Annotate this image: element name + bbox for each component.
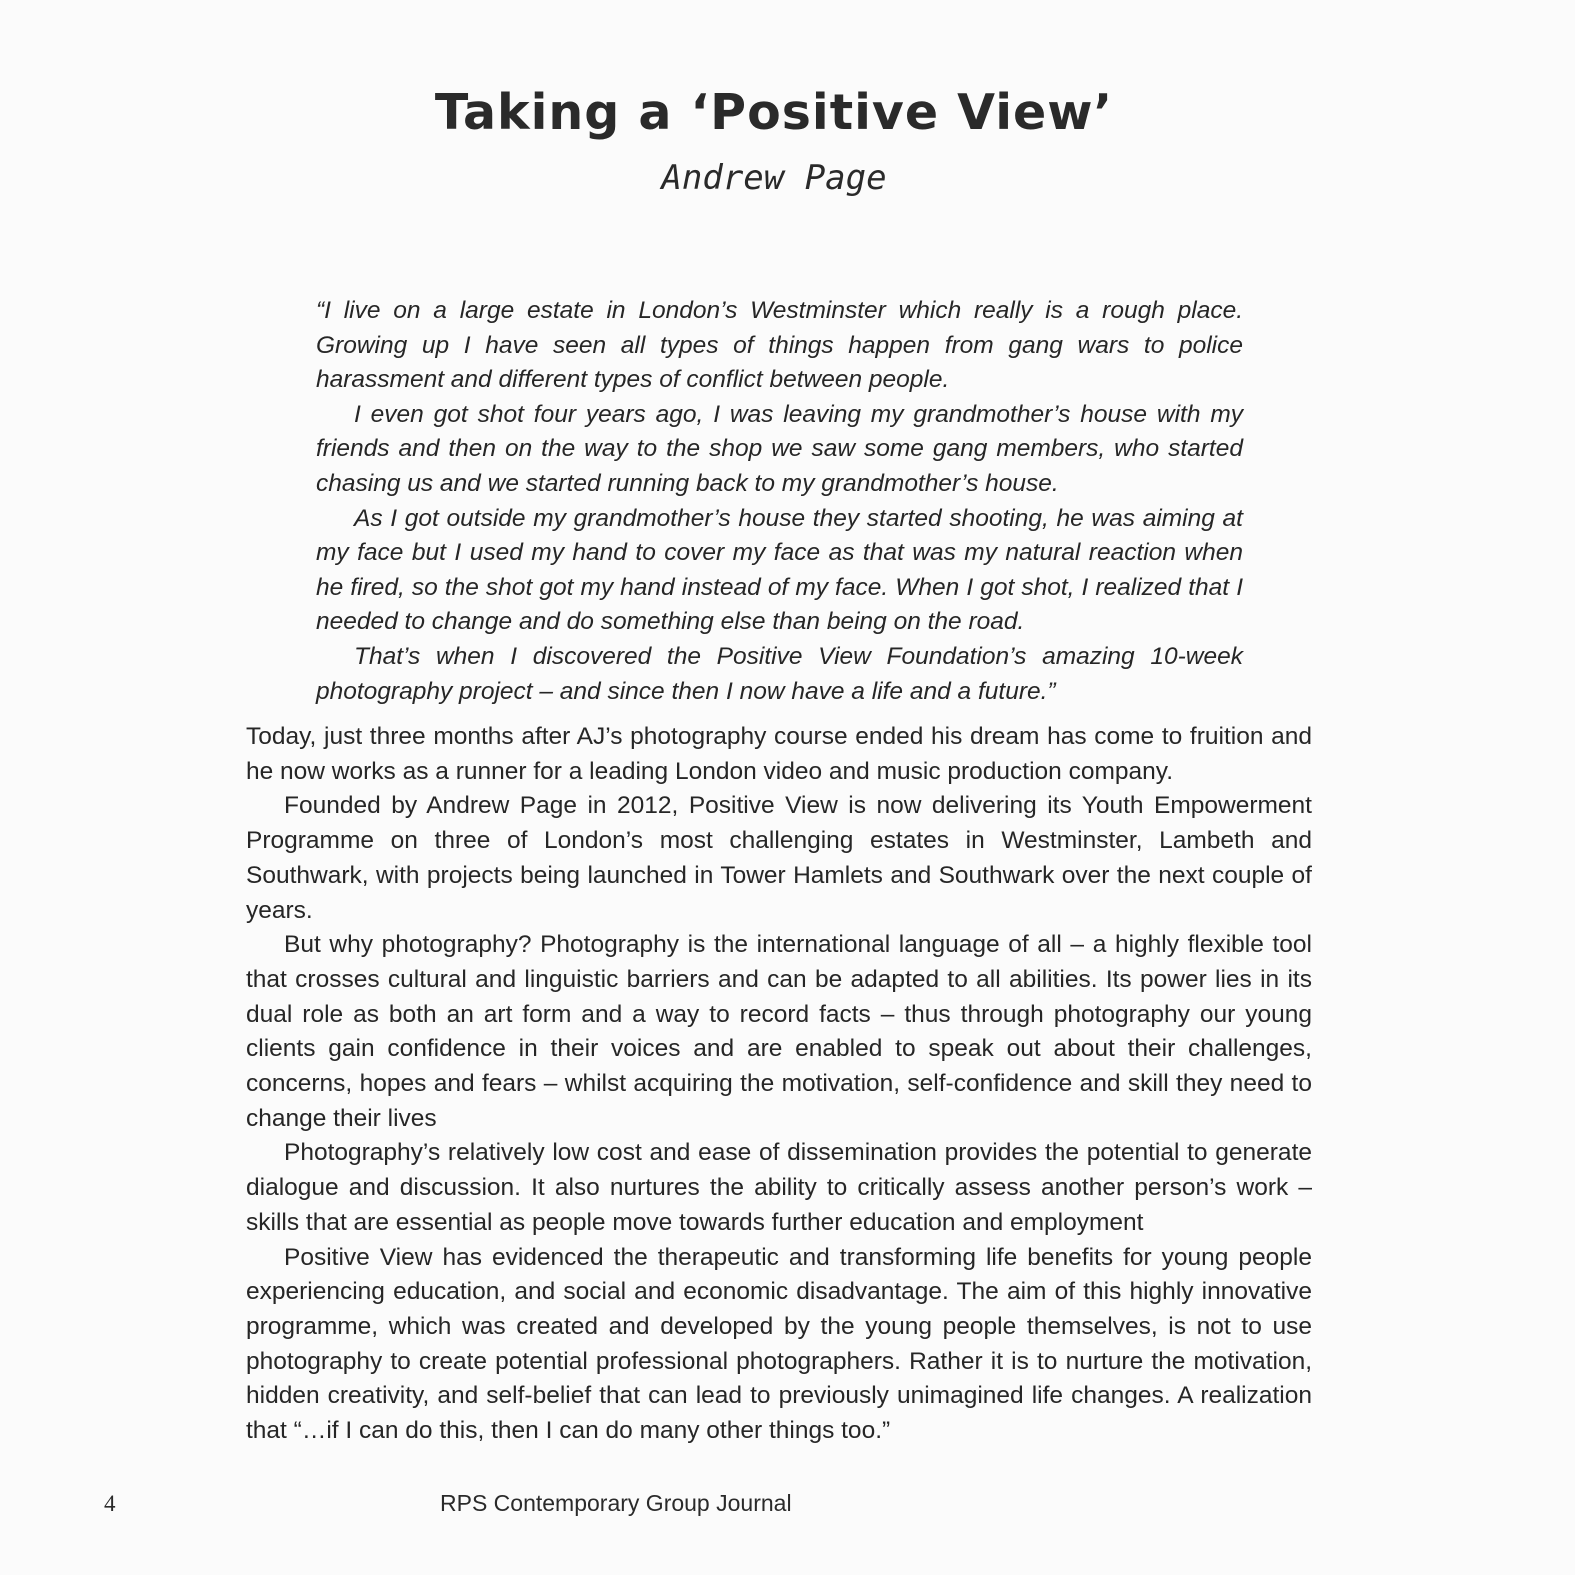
article-title: Taking a ‘Positive View’ (434, 84, 1114, 141)
journal-name: RPS Contemporary Group Journal (440, 1490, 792, 1516)
quote-paragraph: “I live on a large estate in London’s Westminster which really is a rough place. Growing up I have seen all types of things happen from gang wars to police harassment and different types of conflict between people. (316, 297, 1243, 394)
body-paragraph: Today, just three months after AJ’s photography course ended his dream has come to fruition and he now works as a runner for a leading London video and music production company. (246, 723, 1312, 785)
page-number: 4 (104, 1491, 116, 1516)
quote-paragraph: That’s when I discovered the Positive View Foundation’s amazing 10-week photography project – and since then I now have a life and a future.” (316, 642, 1243, 705)
quote-paragraph: I even got shot four years ago, I was leaving my grandmother’s house with my friends and then on the way to the shop we saw some gang members, who started chasing us and we started running back to my grandmother’s house. (316, 400, 1243, 497)
article-author: Andrew Page (661, 158, 887, 198)
quote-paragraph: As I got outside my grandmother’s house they started shooting, he was aiming at my face but I used my hand to cover my face as that was my natural reaction when he fired, so the shot got my hand instead of my face. When I got shot, I realized that I needed to change and do something else than being on the road. (316, 504, 1243, 636)
body-paragraph: But why photography? Photography is the international language of all – a highly flexible tool that crosses cultural and linguistic barriers and can be adapted to all abilities. Its power lies in its dual role as both an art form and a way to record facts – thus through photography our young clients gain confidence in their voices and are enabled to speak out about their challenges, concerns, hopes and fears – whilst acquiring the motivation, self-confidence and skill they need to change their lives (246, 931, 1312, 1132)
testimonial-quote (316, 294, 1243, 709)
body-paragraph: Positive View has evidenced the therapeutic and transforming life benefits for young people experiencing education, and social and economic disadvantage. The aim of this highly innovative programme, which was created and developed by the young people themselves, is not to use photography to create potential professional photographers. Rather it is to nurture the motivation, hidden creativity, and self-belief that can lead to previously unimagined life changes. A realization that “…if I can do this, then I can do many other things too.” (246, 1243, 1312, 1445)
body-paragraph: Founded by Andrew Page in 2012, Positive View is now delivering its Youth Empowerment Programme on three of London’s most challenging estates in Westminster, Lambeth and Southwark, with projects being launched in Tower Hamlets and Southwark over the next couple of years. (246, 792, 1312, 924)
article-body (246, 720, 1312, 1449)
body-paragraph: Photography’s relatively low cost and ease of dissemination provides the potential to generate dialogue and discussion. It also nurtures the ability to critically assess another person’s work – skills that are essential as people move towards further education and employment (246, 1139, 1312, 1236)
